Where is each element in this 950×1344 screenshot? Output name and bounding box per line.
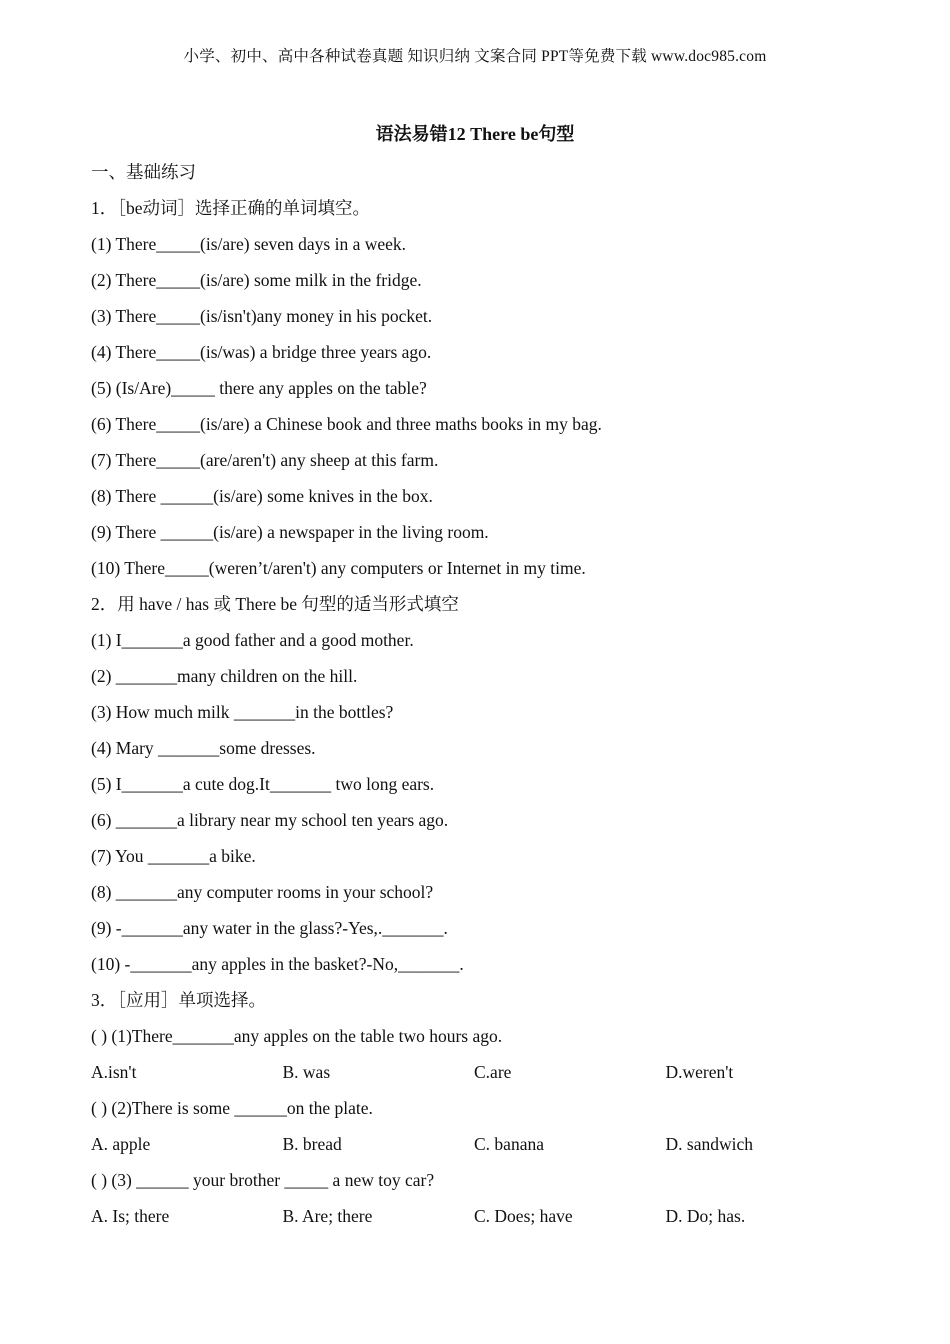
exercise-item: (4) Mary _______some dresses.: [91, 738, 316, 758]
question-2-heading: 2．用 have / has 或 There be 句型的适当形式填空: [91, 594, 459, 614]
option-c: C. Does; have: [474, 1206, 573, 1226]
mc-question-stem: ( ) (2)There is some ______on the plate.: [91, 1098, 373, 1118]
option-b: B. bread: [282, 1134, 342, 1154]
exercise-item: (8) There ______(is/are) some knives in the box.: [91, 486, 433, 506]
exercise-item: (6) _______a library near my school ten years ago.: [91, 810, 449, 830]
exercise-item: (4) There_____(is/was) a bridge three years ago.: [91, 342, 432, 362]
exercise-item: (1) I_______a good father and a good mother.: [91, 630, 414, 650]
option-d: D.weren't: [665, 1062, 734, 1082]
mc-question-stem: ( ) (1)There_______any apples on the table two hours ago.: [91, 1026, 503, 1046]
option-a: A. apple: [91, 1134, 151, 1154]
exercise-item: (1) There_____(is/are) seven days in a week.: [91, 234, 407, 254]
mc-options: [91, 1198, 891, 1234]
exercise-item: (8) _______any computer rooms in your school?: [91, 882, 434, 902]
exercise-item: (3) How much milk _______in the bottles?: [91, 702, 394, 722]
section-heading: 一、基础练习: [91, 162, 196, 182]
exercise-item: (9) There ______(is/are) a newspaper in the living room.: [91, 522, 489, 542]
option-d: D. Do; has.: [665, 1206, 746, 1226]
option-d: D. sandwich: [665, 1134, 753, 1154]
exercise-item: (5) (Is/Are)_____ there any apples on the table?: [91, 378, 427, 398]
exercise-item: (3) There_____(is/isn't)any money in his pocket.: [91, 306, 433, 326]
exercise-item: (9) -_______any water in the glass?-Yes,._______.: [91, 918, 448, 938]
exercise-item: (2) There_____(is/are) some milk in the fridge.: [91, 270, 422, 290]
question-1-heading: 1．［be动词］选择正确的单词填空。: [91, 198, 371, 218]
option-a: A. Is; there: [91, 1206, 170, 1226]
mc-options: [91, 1054, 891, 1090]
question-3-heading: 3．［应用］单项选择。: [91, 990, 266, 1010]
mc-question-stem: ( ) (3) ______ your brother _____ a new toy car?: [91, 1170, 435, 1190]
option-c: C.are: [474, 1062, 512, 1082]
exercise-item: (6) There_____(is/are) a Chinese book and three maths books in my bag.: [91, 414, 602, 434]
exercise-item: (10) There_____(weren’t/aren't) any computers or Internet in my time.: [91, 558, 586, 578]
option-b: B. was: [282, 1062, 331, 1082]
option-b: B. Are; there: [282, 1206, 373, 1226]
worksheet-content: [91, 154, 891, 1234]
exercise-item: (5) I_______a cute dog.It_______ two long ears.: [91, 774, 435, 794]
exercise-item: (10) -_______any apples in the basket?-No,_______.: [91, 954, 464, 974]
option-c: C. banana: [474, 1134, 544, 1154]
exercise-item: (2) _______many children on the hill.: [91, 666, 358, 686]
page-header: 小学、初中、高中各种试卷真题 知识归纳 文案合同 PPT等免费下载 www.doc985.com: [183, 48, 767, 65]
exercise-item: (7) You _______a bike.: [91, 846, 256, 866]
option-a: A.isn't: [91, 1062, 137, 1082]
page-title: 语法易错12 There be句型: [375, 124, 575, 144]
mc-options: [91, 1126, 891, 1162]
exercise-item: (7) There_____(are/aren't) any sheep at this farm.: [91, 450, 439, 470]
